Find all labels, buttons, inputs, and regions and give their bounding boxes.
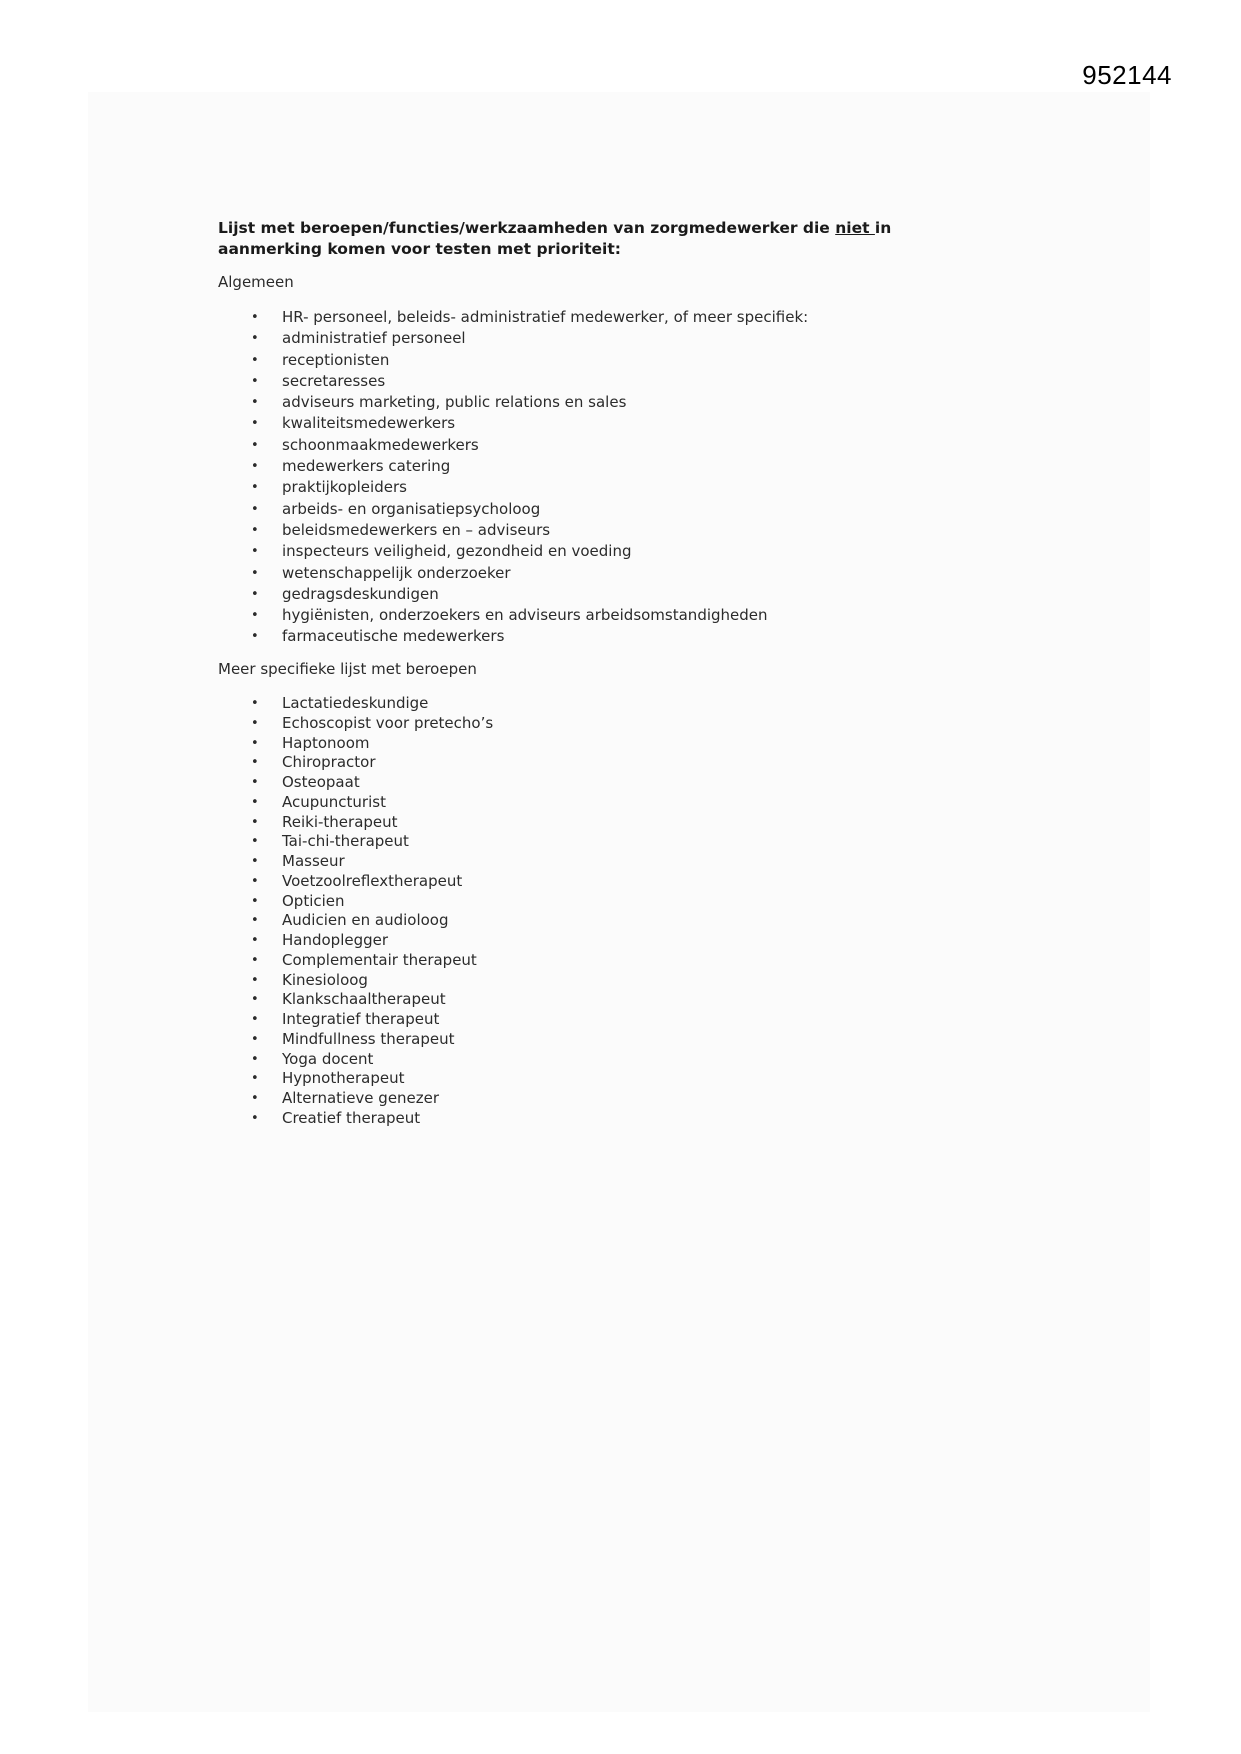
list-item-text: Acupuncturist: [282, 792, 386, 811]
list-item-text: Mindfullness therapeut: [282, 1029, 455, 1048]
list-item: [218, 734, 493, 754]
list-item: [218, 456, 808, 477]
list-item: [218, 392, 808, 413]
list-item: [218, 832, 493, 852]
bullet-icon: •: [251, 1051, 259, 1067]
list-item: [218, 1010, 493, 1030]
list-item: [218, 413, 808, 434]
bullet-icon: •: [251, 775, 259, 790]
list-item: [218, 371, 808, 392]
list-item: [218, 1030, 493, 1050]
bullet-icon: •: [251, 480, 259, 496]
bullet-icon: •: [251, 608, 259, 624]
bullet-icon: •: [251, 873, 259, 889]
list-item: [218, 793, 493, 813]
list-item: [218, 584, 808, 605]
list-item: [218, 328, 808, 349]
bullet-icon: •: [251, 416, 259, 432]
document-heading: [218, 218, 978, 260]
list-item: [218, 350, 808, 371]
list-item-text: Tai-chi-therapeut: [282, 832, 409, 851]
list-item: [218, 951, 493, 971]
list-item-text: schoonmaakmedewerkers: [282, 435, 479, 454]
list-item: [218, 435, 808, 456]
list-item-text: Yoga docent: [282, 1049, 374, 1068]
list-item: [218, 605, 808, 626]
bullet-icon: •: [251, 459, 259, 475]
bullet-icon: •: [251, 755, 259, 771]
bullet-icon: •: [251, 992, 259, 1008]
list-item: [218, 499, 808, 520]
document-number: 952144: [1082, 60, 1172, 90]
list-item-text: receptionisten: [282, 350, 390, 369]
bullet-icon: •: [251, 373, 259, 389]
list-item-text: Hypnotherapeut: [282, 1069, 405, 1088]
heading-emphasis: niet: [835, 219, 875, 237]
bullet-icon: •: [251, 913, 259, 929]
list-item: [218, 990, 493, 1010]
list-item: [218, 520, 808, 541]
list-item-text: Reiki-therapeut: [282, 812, 398, 831]
list-item-text: secretaresses: [282, 371, 386, 390]
list-item-text: Alternatieve genezer: [282, 1089, 440, 1107]
bullet-icon: •: [251, 395, 259, 411]
bullet-icon: •: [251, 437, 259, 453]
list-item: [218, 694, 493, 714]
list-item: [218, 714, 493, 734]
list-item: [218, 911, 493, 931]
bullet-icon: •: [251, 1110, 259, 1126]
list-item: [218, 477, 808, 498]
list-item: [218, 1069, 493, 1089]
bullet-icon: •: [251, 933, 259, 948]
list-item: [218, 1109, 493, 1129]
list-item-text: Creatief therapeut: [282, 1108, 421, 1127]
bullet-icon: •: [251, 834, 259, 850]
section-label-general: Algemeen: [218, 273, 294, 291]
list-item-text: farmaceutische medewerkers: [282, 627, 505, 646]
list-item: [218, 852, 493, 872]
bullet-icon: •: [251, 1071, 259, 1087]
list-item-text: Audicien en audioloog: [282, 911, 449, 930]
bullet-icon: •: [251, 501, 259, 517]
list-item: [218, 626, 808, 647]
list-item-text: gedragsdeskundigen: [282, 584, 439, 603]
list-item: [218, 971, 493, 991]
list-item-text: Handoplegger: [282, 931, 389, 949]
bullet-icon: •: [251, 586, 259, 602]
list-item-text: Complementair therapeut: [282, 950, 477, 969]
bullet-icon: •: [251, 715, 259, 731]
bullet-icon: •: [251, 544, 259, 560]
bullet-icon: •: [251, 794, 259, 810]
list-item-text: Voetzoolreflextherapeut: [282, 871, 463, 890]
list-item: [218, 872, 493, 892]
heading-text-part2: in aanmerking komen voor testen met prioriteit:: [218, 219, 892, 258]
list-item: [218, 892, 493, 912]
list-item: [218, 1089, 493, 1109]
list-item: [218, 931, 493, 951]
list-item-text: HR- personeel, beleids- administratief medewerker, of meer specifiek:: [282, 308, 809, 326]
bullet-icon: •: [251, 629, 259, 645]
bullet-icon: •: [251, 854, 259, 869]
list-item-text: Echoscopist voor pretecho’s: [282, 713, 494, 732]
list-item-text: Opticien: [282, 891, 345, 910]
list-item: [218, 1050, 493, 1070]
bullet-icon: •: [251, 1091, 259, 1106]
list-item: [218, 541, 808, 562]
list-item-text: hygiënisten, onderzoekers en adviseurs arbeidsomstandigheden: [282, 606, 768, 625]
list-item-text: Integratief therapeut: [282, 1010, 440, 1028]
list-item-text: Chiropractor: [282, 753, 376, 772]
bullet-icon: •: [251, 1031, 259, 1047]
list-item-text: wetenschappelijk onderzoeker: [282, 563, 511, 582]
list-item-text: Kinesioloog: [282, 970, 368, 989]
section-label-specific: Meer specifieke lijst met beroepen: [218, 660, 477, 678]
list-item-text: inspecteurs veiligheid, gezondheid en voeding: [282, 542, 632, 561]
bullet-icon: •: [251, 696, 259, 711]
bullet-icon: •: [251, 331, 259, 347]
bullet-icon: •: [251, 522, 259, 538]
bullet-icon: •: [251, 893, 259, 909]
list-item: [218, 813, 493, 833]
bullet-icon: •: [251, 814, 259, 830]
list-item-text: adviseurs marketing, public relations en sales: [282, 393, 627, 412]
list-item-text: Masseur: [282, 852, 345, 870]
bullet-icon: •: [251, 310, 259, 325]
list-item-text: Haptonoom: [282, 733, 370, 752]
list-item: [218, 563, 808, 584]
list-item-text: beleidsmedewerkers en – adviseurs: [282, 520, 551, 539]
bullet-icon: •: [251, 352, 259, 368]
list-item-text: praktijkopleiders: [282, 478, 407, 497]
bullet-icon: •: [251, 735, 259, 751]
bullet-icon: •: [251, 565, 259, 581]
list-item-text: arbeids- en organisatiepsycholoog: [282, 499, 541, 518]
bullet-icon: •: [251, 952, 259, 968]
list-item: [218, 773, 493, 793]
list-item-text: administratief personeel: [282, 329, 466, 348]
general-occupations-list: [218, 307, 808, 648]
list-item: [218, 753, 493, 773]
heading-text-part1: Lijst met beroepen/functies/werkzaamheden van zorgmedewerker die: [218, 219, 836, 237]
list-item-text: Osteopaat: [282, 773, 360, 791]
specific-occupations-list: [218, 694, 493, 1129]
bullet-icon: •: [251, 1012, 259, 1027]
list-item-text: Klankschaaltherapeut: [282, 990, 446, 1009]
list-item: [218, 307, 808, 328]
bullet-icon: •: [251, 972, 259, 988]
list-item-text: medewerkers catering: [282, 457, 451, 476]
list-item-text: kwaliteitsmedewerkers: [282, 414, 456, 433]
list-item-text: Lactatiedeskundige: [282, 694, 429, 712]
